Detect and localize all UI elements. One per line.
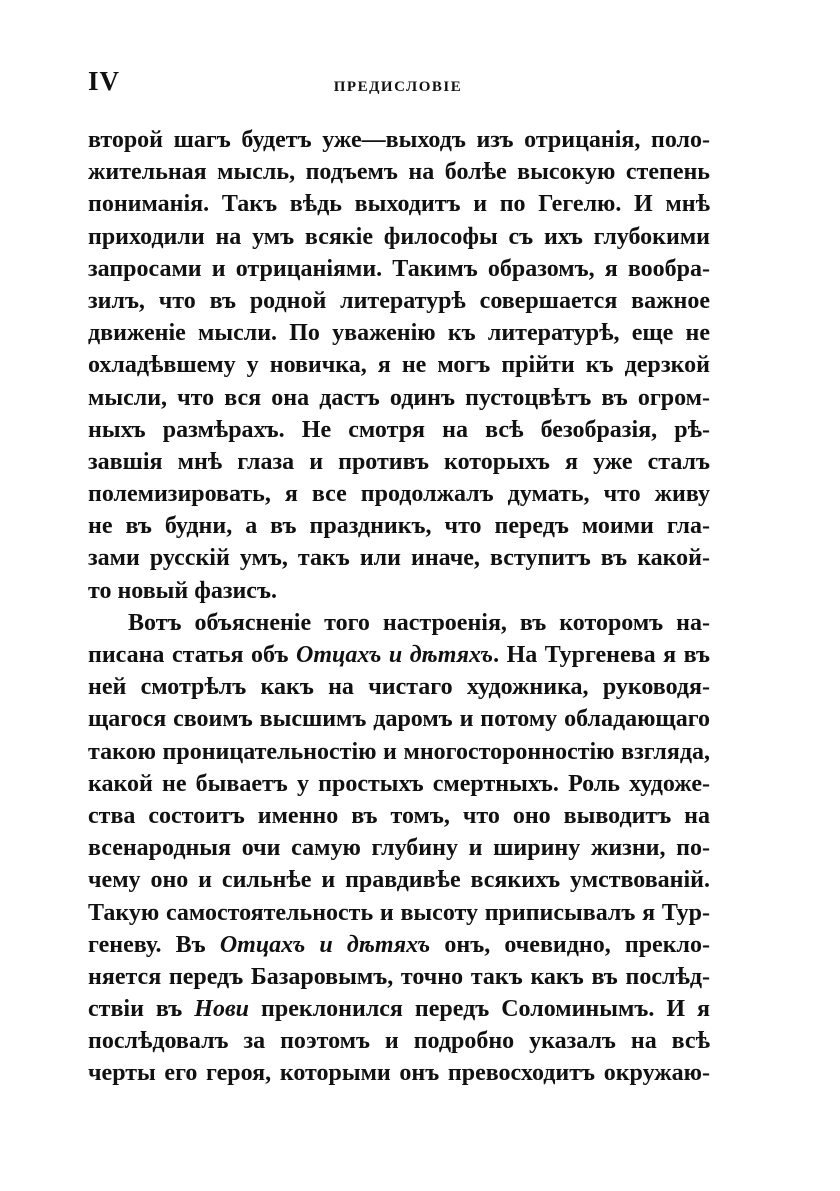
text-line: [88, 1057, 710, 1089]
text-segment: геневу. Въ: [88, 931, 220, 958]
text-line: [88, 349, 710, 381]
italic-title: Нови: [194, 996, 250, 1023]
text-line: [88, 575, 710, 607]
text-segment: зилъ, что въ родной литературѣ совершается важное: [88, 287, 710, 314]
text-segment: завшія мнѣ глаза и противъ которыхъ я уже сталъ: [88, 448, 710, 475]
text-segment: движеніе мысли. По уваженію къ литературѣ, еще не: [88, 320, 710, 347]
text-segment: охладѣвшему у новичка, я не могъ прійти къ дерзкой: [88, 352, 710, 379]
text-segment: всенародныя очи самую глубину и ширину жизни, по-: [88, 835, 710, 862]
text-segment: Такую самостоятельность и высоту приписывалъ я Тур-: [88, 899, 710, 926]
text-line: [88, 703, 710, 735]
text-segment: онъ, очевидно, прекло-: [430, 931, 710, 958]
body-text: [88, 124, 710, 1090]
text-line: [88, 510, 710, 542]
text-segment: полемизировать, я все продолжалъ думать, что живу: [88, 481, 710, 508]
text-segment: запросами и отрицаніями. Такимъ образомъ, я вообра-: [88, 255, 710, 282]
text-segment: черты его героя, которыми онъ превосходитъ окружаю-: [88, 1060, 710, 1087]
text-segment: ствіи въ: [88, 996, 195, 1023]
text-line: [88, 156, 710, 188]
text-line: [88, 446, 710, 478]
text-line: [88, 285, 710, 317]
italic-title: Отцахъ и дѣтяхъ: [219, 931, 431, 958]
text-segment: второй шагъ будетъ уже—выходъ изъ отрицанія, поло-: [88, 127, 710, 153]
text-segment: приходили на умъ всякіе философы съ ихъ глубокими: [88, 223, 710, 250]
text-line: [88, 639, 710, 671]
text-segment: послѣдовалъ за поэтомъ и подробно указалъ на всѣ: [88, 1028, 710, 1055]
text-line: [88, 800, 710, 832]
text-line: [88, 929, 710, 961]
text-line: [88, 993, 710, 1025]
text-segment: преклонился передъ Соломинымъ. И я: [249, 996, 710, 1023]
text-line: [88, 736, 710, 768]
text-segment: такою проницательностію и многосторонностію взгляда,: [88, 738, 710, 765]
text-segment: ства состоитъ именно въ томъ, что оно выводитъ на: [88, 802, 710, 829]
text-line: [88, 414, 710, 446]
text-segment: ныхъ размѣрахъ. Не смотря на всѣ безобразія, рѣ-: [88, 416, 710, 443]
text-line: [88, 253, 710, 285]
text-line: [88, 832, 710, 864]
text-line: [88, 768, 710, 800]
text-line: [88, 607, 710, 639]
text-line: [88, 382, 710, 414]
text-line: [88, 897, 710, 929]
text-segment: Вотъ объясненіе того настроенія, въ которомъ на-: [128, 609, 710, 636]
text-line: [88, 671, 710, 703]
text-segment: мысли, что вся она дастъ одинъ пустоцвѣтъ въ огром-: [88, 384, 710, 411]
text-segment: какой не бываетъ у простыхъ смертныхъ. Роль художе-: [88, 770, 710, 797]
text-line: [88, 864, 710, 896]
text-segment: щагося своимъ высшимъ даромъ и потому обладающаго: [88, 706, 710, 733]
text-segment: жительная мысль, подъемъ на болѣе высокую степень: [88, 159, 710, 186]
text-segment: не въ будни, а въ праздникъ, что передъ моими гла-: [88, 513, 710, 540]
text-segment: няется передъ Базаровымъ, точно такъ какъ въ послѣд-: [88, 963, 710, 990]
text-segment: . На Тургенева я въ: [493, 642, 710, 668]
text-line: [88, 317, 710, 349]
text-line: [88, 542, 710, 574]
text-segment: зами русскій умъ, такъ или иначе, вступитъ въ какой-: [88, 545, 710, 572]
text-line: [88, 1025, 710, 1057]
text-line: [88, 188, 710, 220]
italic-title: Отцахъ и дѣтяхъ: [295, 642, 494, 668]
text-segment: пониманія. Такъ вѣдь выходитъ и по Гегелю. И мнѣ: [88, 191, 710, 218]
text-segment: ней смотрѣлъ какъ на чистаго художника, руководя-: [88, 674, 710, 701]
running-title: ПРЕДИСЛОВІЕ: [333, 79, 463, 95]
text-segment: чему оно и сильнѣе и правдивѣе всякихъ умствованій.: [88, 867, 710, 894]
text-segment: то новый фазисъ.: [88, 577, 277, 604]
page-header: [88, 66, 708, 106]
text-line: [88, 961, 710, 993]
text-line: [88, 221, 710, 253]
text-line: [88, 124, 710, 156]
text-segment: писана статья объ: [88, 642, 296, 668]
text-line: [88, 478, 710, 510]
page-number: IV: [88, 66, 121, 96]
